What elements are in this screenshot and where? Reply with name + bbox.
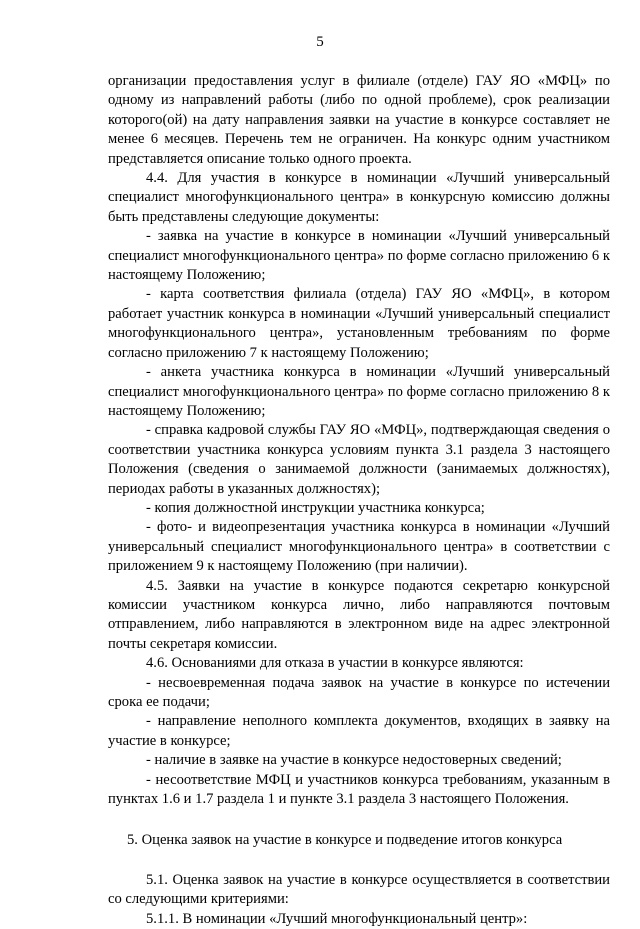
list-item-compliance-card: - карта соответствия филиала (отдела) ГАУ ЯО «МФЦ», в котором работает участник конкурса в номинации «Лучший универсальный специалист многофункционального центра», установленным требованиям по форме согласно приложению 7 к настоящему Положению; <box>108 286 610 361</box>
list-item-nonconformity: - несоответствие МФЦ и участников конкурса требованиям, указанным в пунктах 1.6 и 1.7 раздела 1 и пункте 3.1 раздела 3 настоящего Положения. <box>108 771 610 808</box>
section-heading-5: 5. Оценка заявок на участие в конкурсе и подведение итогов конкурса <box>127 832 563 849</box>
list-item-application: - заявка на участие в конкурсе в номинации «Лучший универсальный специалист многофункционального центра» по форме согласно приложению 6 к настоящему Положению; <box>108 228 610 284</box>
list-item-presentation: - фото- и видеопрезентация участника конкурса в номинации «Лучший универсальный специалист многофункционального центра» в соответствии с приложением 9 к настоящему Положению (при наличии). <box>108 519 610 575</box>
document-body <box>108 72 610 929</box>
paragraph-5-1: 5.1. Оценка заявок на участие в конкурсе осуществляется в соответствии со следующими критериями: <box>108 871 610 908</box>
page-number: 5 <box>316 34 324 50</box>
paragraph-5-1-1: 5.1.1. В номинации «Лучший многофункциональный центр»: <box>146 910 528 927</box>
paragraph-4-5: 4.5. Заявки на участие в конкурсе подаются секретарю конкурсной комиссии участником конкурса лично, либо направляются почтовым отправлением, либо направляются в электронном виде на адрес электронной почты секретаря комиссии. <box>108 577 610 652</box>
list-item-late-submission: - несвоевременная подача заявок на участие в конкурсе по истечении срока ее подачи; <box>108 674 610 710</box>
paragraph-project-description: организации предоставления услуг в филиале (отделе) ГАУ ЯО «МФЦ» по одному из направлений работы (либо по одной проблеме), срок реализации которого(ой) на дату направления заявки на участие в конкурсе составляет не менее 6 месяцев. Перечень тем не ограничен. На конкурс одним участником представляется описание только одного проекта. <box>108 73 610 167</box>
list-item-incomplete-set: - направление неполного комплекта документов, входящих в заявку на участие в конкурсе; <box>108 713 610 749</box>
paragraph-4-4: 4.4. Для участия в конкурсе в номинации «Лучший универсальный специалист многофункционального центра» в конкурсную комиссию должны быть представлены следующие документы: <box>108 170 610 225</box>
list-item-hr-certificate: - справка кадровой службы ГАУ ЯО «МФЦ», подтверждающая сведения о соответствии участника конкурса условиям пункта 3.1 раздела 3 настоящего Положения (сведения о занимаемой должности (занимаемых должностях), периодах работы в указанных должностях); <box>108 422 610 497</box>
list-item-job-description: - копия должностной инструкции участника конкурса; <box>146 499 485 516</box>
paragraph-4-6: 4.6. Основаниями для отказа в участии в конкурсе являются: <box>146 655 524 672</box>
list-item-false-info: - наличие в заявке на участие в конкурсе недостоверных сведений; <box>146 752 562 769</box>
list-item-questionnaire: - анкета участника конкурса в номинации «Лучший универсальный специалист многофункционального центра» по форме согласно приложению 8 к настоящему Положению; <box>108 364 610 419</box>
